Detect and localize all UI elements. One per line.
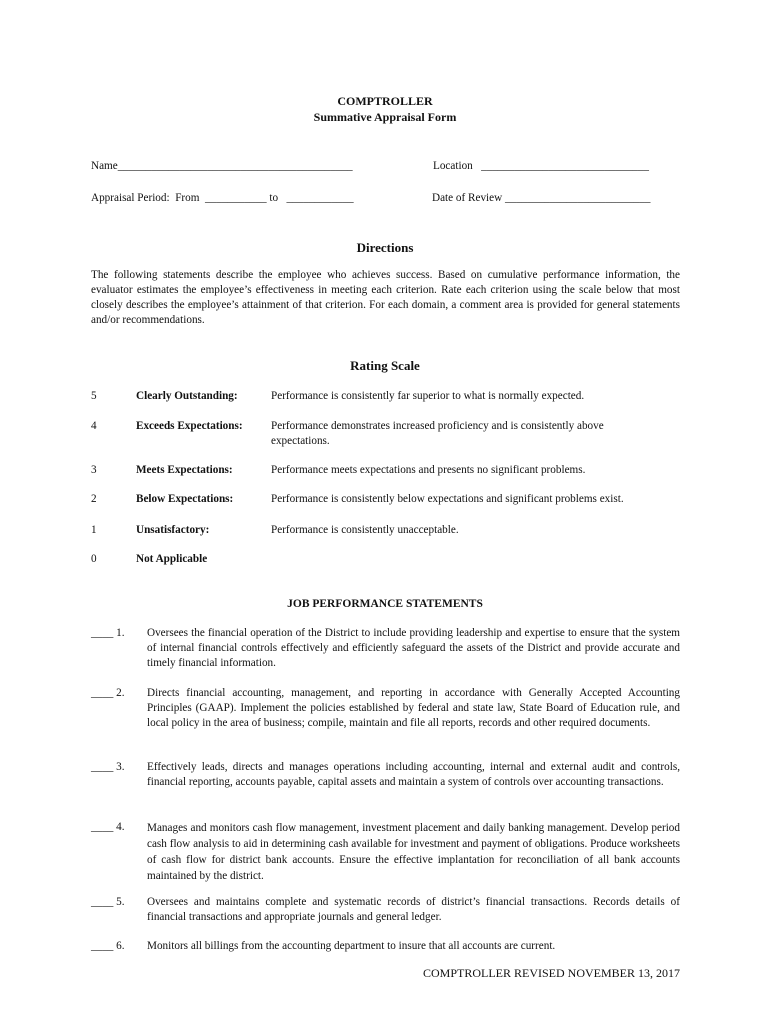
- job-performance-heading: JOB PERFORMANCE STATEMENTS: [287, 598, 483, 610]
- statement-number[interactable]: ____ 2.: [91, 687, 125, 699]
- rating-label: Not Applicable: [136, 553, 208, 565]
- rating-description: Performance meets expectations and presents no significant problems.: [271, 464, 586, 476]
- rating-description: Performance is consistently far superior to what is normally expected.: [271, 390, 585, 402]
- form-title: COMPTROLLER: [337, 94, 433, 108]
- rating-score: 5: [91, 390, 97, 402]
- statement-number[interactable]: ____ 1.: [91, 627, 125, 639]
- rating-score: 0: [91, 553, 97, 565]
- rating-score: 1: [91, 524, 97, 536]
- rating-description: Performance is consistently below expectations and significant problems exist.: [271, 493, 624, 505]
- statement-number[interactable]: ____ 4.: [91, 821, 125, 833]
- rating-label: Unsatisfactory:: [136, 524, 210, 536]
- footer-revision: COMPTROLLER REVISED NOVEMBER 13, 2017: [422, 966, 680, 980]
- statement-text: Manages and monitors cash flow management, investment placement and daily banking management. Develop period cash flow analysis to aid in determining cash available for investment and payment of obligations. Produce worksheets of cash flow for district bank accounts. Ensure the effective implantation for reconciliation of all bank accounts maintained by the district.: [147, 822, 680, 882]
- rating-description: Performance is consistently unacceptable.: [271, 524, 459, 536]
- statement-number[interactable]: ____ 6.: [91, 940, 125, 952]
- rating-label: Exceeds Expectations:: [136, 420, 243, 432]
- directions-text: The following statements describe the employee who achieves success. Based on cumulative performance information, the evaluator estimates the employee’s effectiveness in meeting each criterion. Rate each criterion using the scale below that most closely describes the employee’s attainment of that criterion. For each domain, a comment area is provided for general statements and/or recommendations.: [91, 269, 680, 326]
- statement-text: Oversees the financial operation of the District to include providing leadership and expertise to ensure that the system of internal financial controls effectively and efficiently safeguard the assets of the District and provide accurate and timely financial information.: [147, 627, 680, 669]
- directions-heading: Directions: [356, 240, 414, 255]
- rating-label: Clearly Outstanding:: [136, 390, 238, 402]
- rating-score: 4: [91, 420, 97, 432]
- appraisal-period-field[interactable]: Appraisal Period: From ___________ to ____________: [91, 192, 354, 204]
- statement-text: Effectively leads, directs and manages operations including accounting, internal and external audit and controls, financial reporting, accounts payable, capital assets and maintain a system of controls over accounting transactions.: [147, 761, 680, 788]
- form-subtitle: Summative Appraisal Form: [313, 110, 457, 124]
- rating-description: Performance demonstrates increased proficiency and is consistently above expectations.: [271, 420, 604, 447]
- rating-scale-heading: Rating Scale: [350, 358, 420, 373]
- statement-number[interactable]: ____ 3.: [91, 761, 125, 773]
- rating-label: Below Expectations:: [136, 493, 234, 505]
- statement-number[interactable]: ____ 5.: [91, 896, 125, 908]
- statement-text: Monitors all billings from the accounting department to insure that all accounts are current.: [147, 940, 556, 952]
- rating-score: 3: [91, 464, 97, 476]
- location-field[interactable]: Location ______________________________: [433, 160, 649, 172]
- statement-text: Directs financial accounting, management, and reporting in accordance with Generally Accepted Accounting Principles (GAAP). Implement the policies established by federal and state law, State Board of Education rule, and local policy in the area of business; compile, maintain and file all reports, records and other required documents.: [147, 687, 680, 729]
- date-of-review-field[interactable]: Date of Review __________________________: [432, 192, 651, 204]
- rating-score: 2: [91, 493, 97, 505]
- rating-label: Meets Expectations:: [136, 464, 233, 476]
- statement-text: Oversees and maintains complete and systematic records of district’s financial transactions. Records details of financial transactions and appropriate journals and general ledger.: [147, 896, 680, 923]
- name-field[interactable]: Name__________________________________________: [91, 160, 353, 172]
